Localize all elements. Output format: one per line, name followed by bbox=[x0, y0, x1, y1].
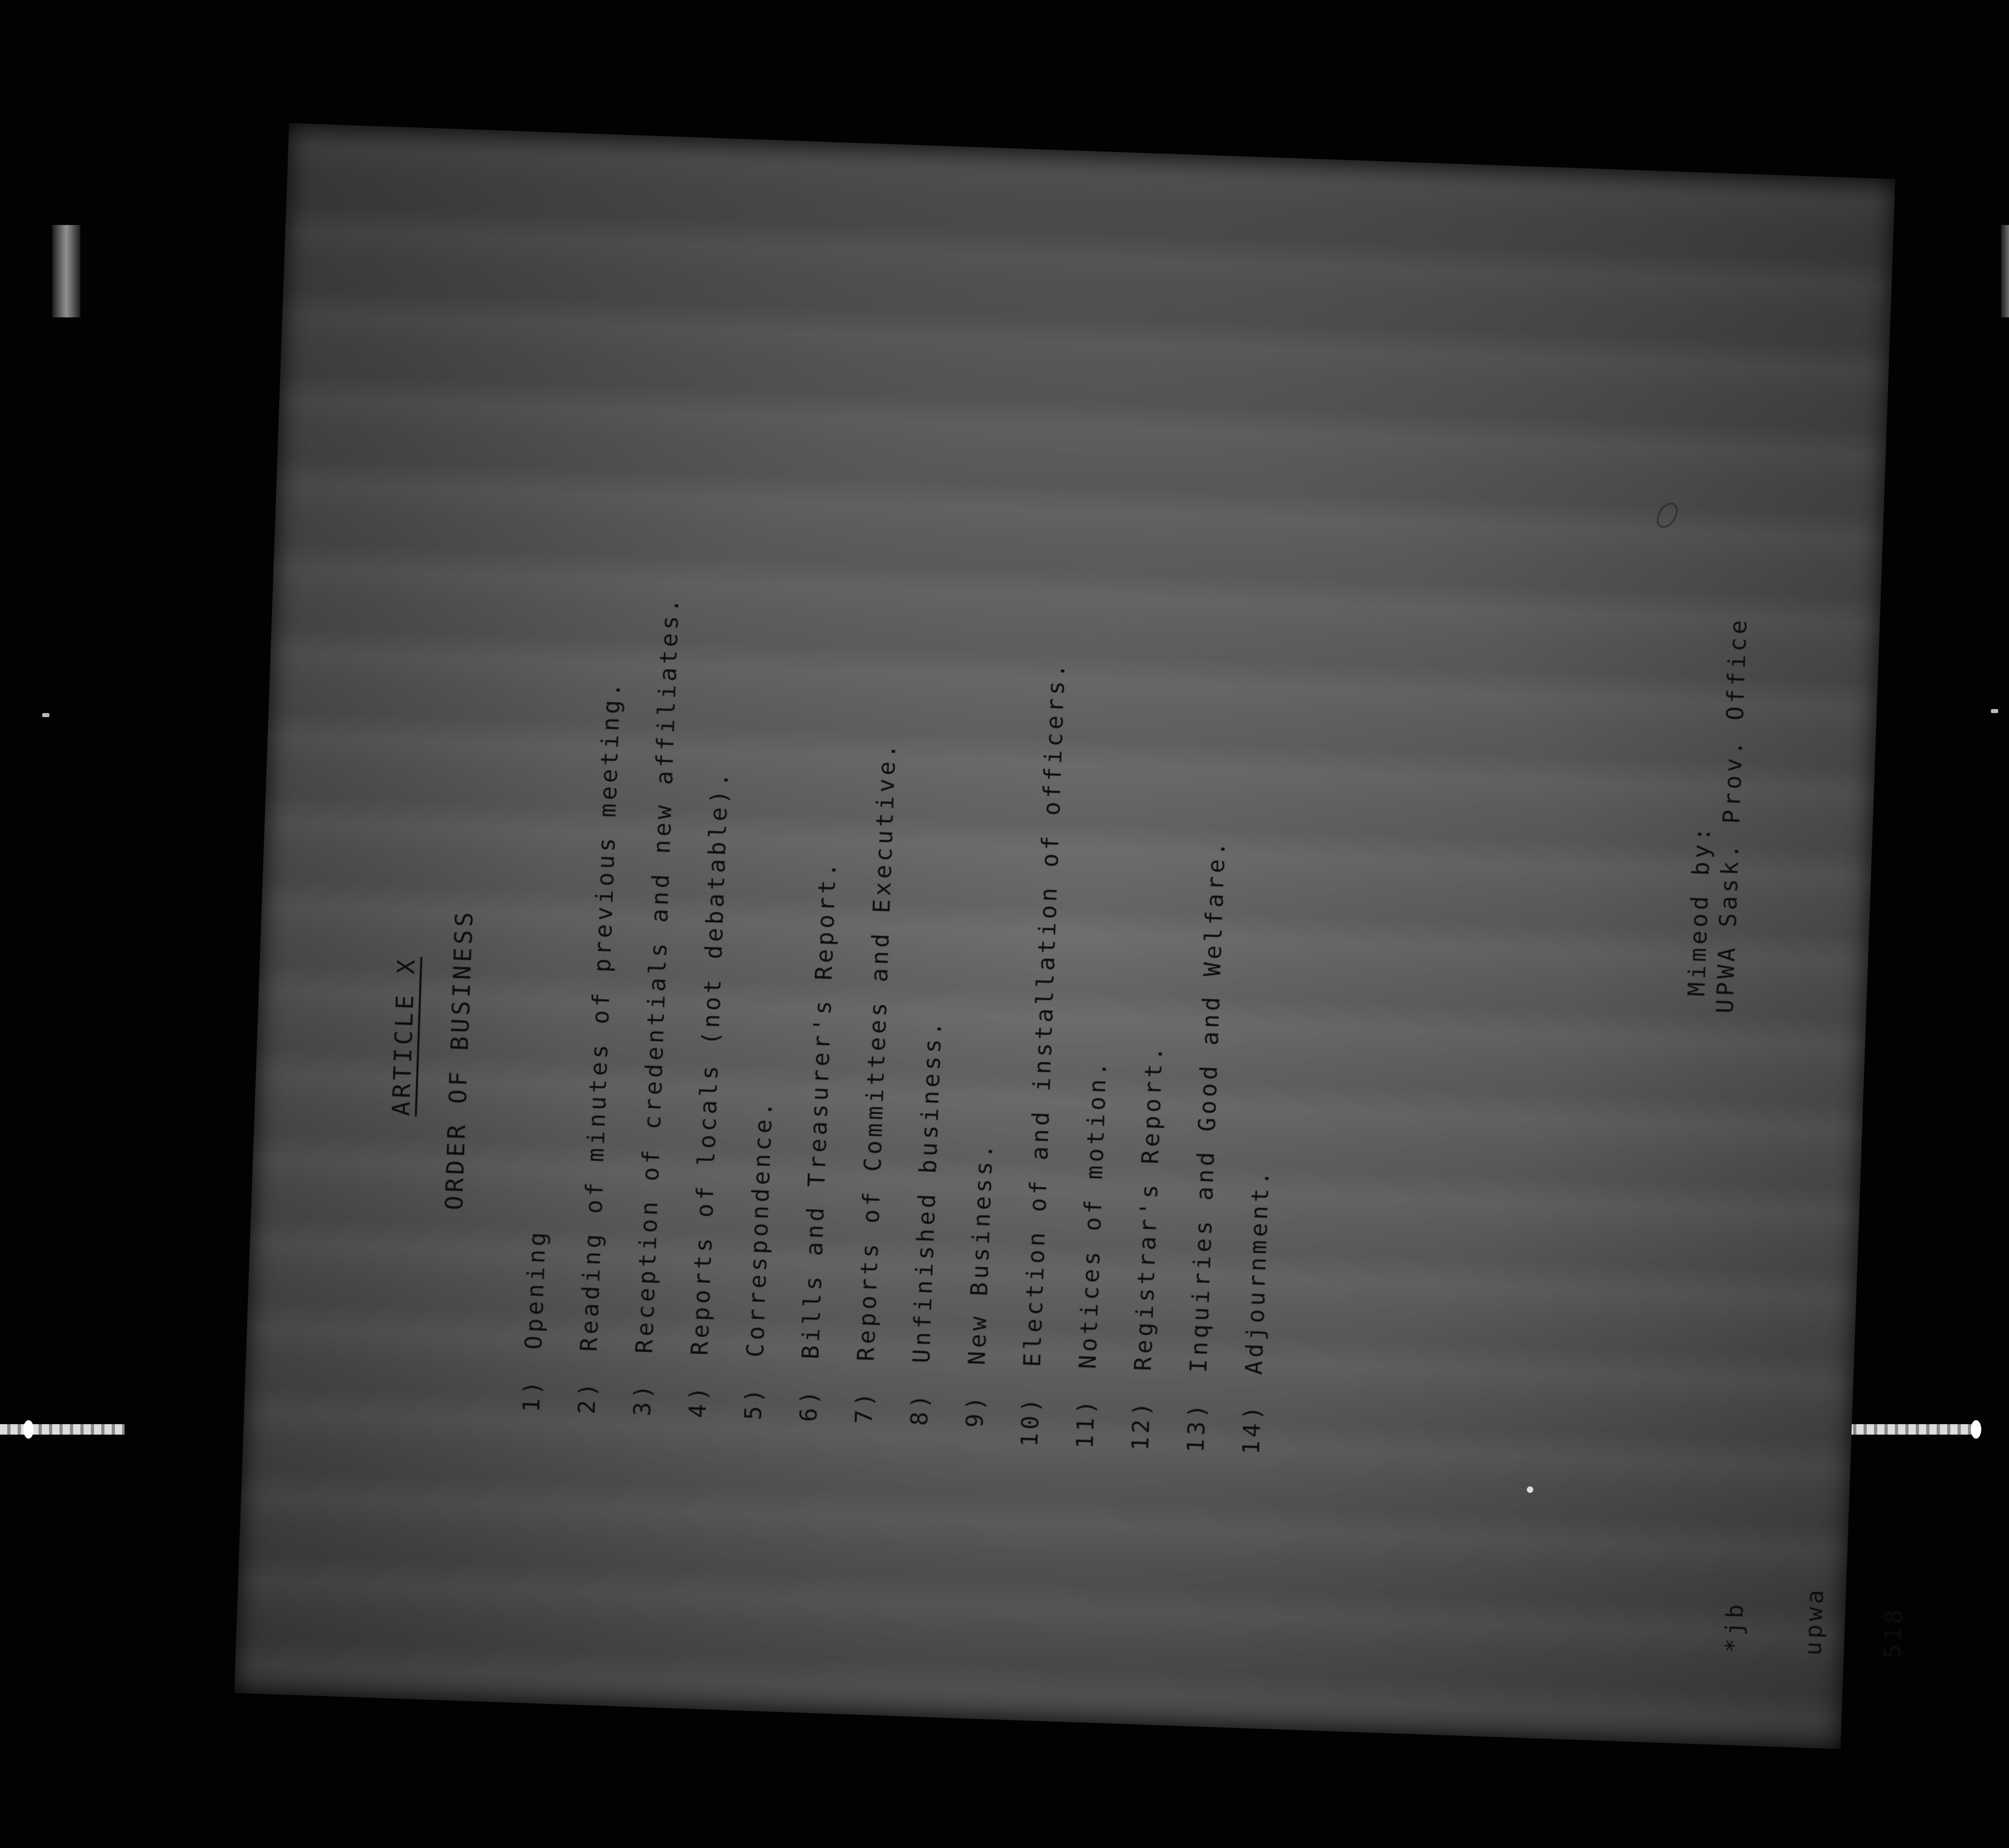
film-tick-right bbox=[1991, 709, 1998, 713]
item-number: 7) bbox=[850, 1389, 879, 1425]
item-number: 5) bbox=[739, 1385, 768, 1421]
film-marker-right bbox=[1971, 1420, 1981, 1439]
item-text: Bills and Treasurer's Report. bbox=[796, 859, 842, 1360]
item-number: 12) bbox=[1126, 1398, 1156, 1451]
article-heading: ARTICLE X bbox=[387, 956, 421, 1116]
item-text: Inquiries and Good and Welfare. bbox=[1185, 838, 1231, 1374]
item-number: 9) bbox=[961, 1392, 990, 1428]
item-text: Adjournment. bbox=[1240, 1167, 1275, 1376]
item-number: 4) bbox=[683, 1383, 712, 1419]
item-number: 6) bbox=[794, 1387, 823, 1423]
item-text: Notices of motion. bbox=[1074, 1058, 1112, 1370]
item-text: Registrar's Report. bbox=[1129, 1043, 1168, 1372]
film-marker-left bbox=[23, 1420, 34, 1439]
item-number: 14) bbox=[1237, 1402, 1266, 1455]
item-number: 3) bbox=[628, 1381, 657, 1417]
item-text: New Business. bbox=[963, 1141, 998, 1366]
film-edge-right bbox=[2001, 225, 2009, 317]
item-number: 8) bbox=[905, 1390, 934, 1427]
article-subheading: ORDER OF BUSINESS bbox=[440, 908, 479, 1211]
film-tick-left bbox=[42, 713, 49, 717]
typist-initials bbox=[1667, 1513, 1964, 1660]
document-sheet bbox=[234, 123, 1908, 1749]
item-text: Reports of Committees and Executive. bbox=[852, 740, 901, 1362]
item-text: Reports of locals (not debatable). bbox=[686, 769, 734, 1356]
order-of-business-list bbox=[516, 591, 1322, 1473]
item-number: 1) bbox=[517, 1377, 546, 1413]
mimeo-credit-line2: UPWA Sask. Prov. Office bbox=[1711, 616, 1752, 1014]
initials-line1: *jb bbox=[1719, 1601, 1749, 1654]
film-line-left bbox=[0, 1424, 125, 1435]
item-number: 10) bbox=[1015, 1394, 1045, 1447]
initials-line3: 518 bbox=[1878, 1606, 1908, 1659]
initials-line2: upwa bbox=[1799, 1586, 1829, 1656]
item-text: Unfinished business. bbox=[907, 1018, 947, 1364]
mimeo-credit-line1: Mimeod by: bbox=[1682, 823, 1716, 997]
ink-mark bbox=[1653, 499, 1682, 532]
document-content bbox=[234, 123, 1908, 1749]
item-text: Reading of minutes of previous meeting. bbox=[575, 679, 626, 1352]
item-text: Election of and installation of officers. bbox=[1018, 660, 1070, 1368]
item-number: 13) bbox=[1182, 1400, 1211, 1453]
item-text: Correspondence. bbox=[741, 1098, 778, 1358]
item-number: 11) bbox=[1071, 1396, 1100, 1449]
film-speck bbox=[1527, 1486, 1533, 1493]
item-text: Reception of credentials and new affiliates. bbox=[630, 595, 684, 1354]
film-edge-left bbox=[52, 225, 80, 317]
item-number: 2) bbox=[573, 1379, 601, 1415]
item-text: Opening bbox=[520, 1229, 551, 1350]
mimeo-credit bbox=[1681, 615, 1753, 1014]
